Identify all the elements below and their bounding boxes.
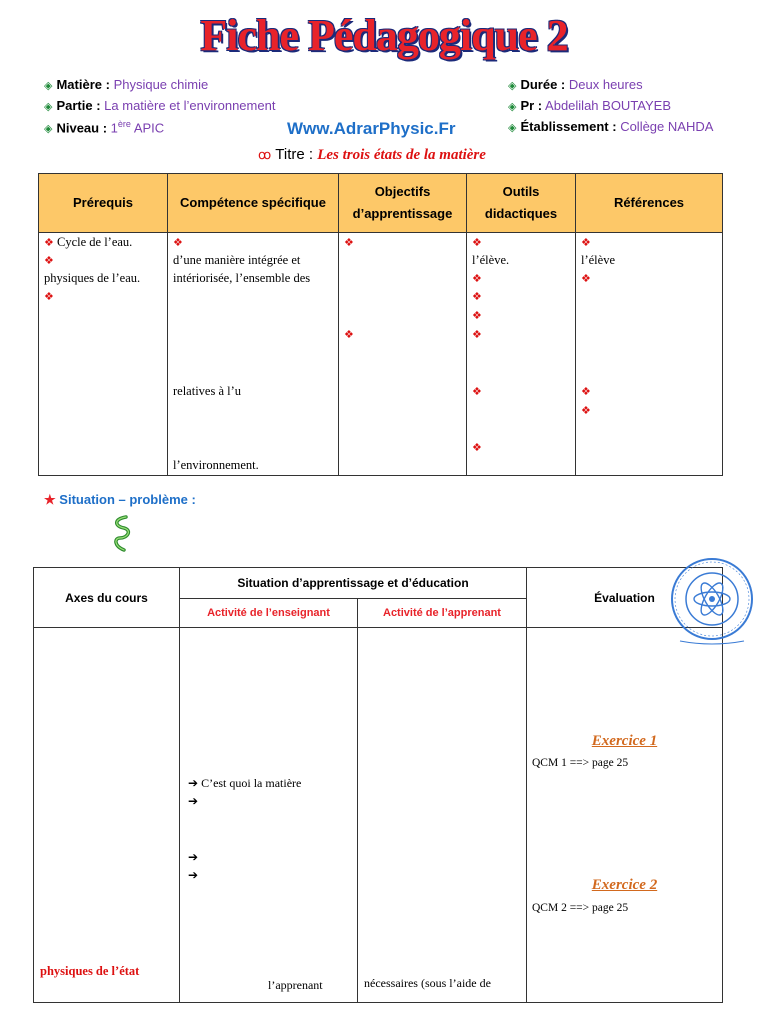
school-seal-stamp: [666, 555, 758, 647]
clover-bullet-icon: ❖: [472, 310, 482, 322]
meta-etablissement: [508, 119, 713, 134]
clover-bullet-icon: ❖: [581, 237, 591, 249]
header-line: didactiques: [484, 206, 558, 221]
clover-bullet-icon: ❖: [472, 442, 482, 454]
cell-text: l’apprenant: [268, 978, 323, 992]
axes-text: physiques de l’état: [40, 964, 140, 978]
col-header-enseignant: Activité de l’enseignant: [180, 599, 358, 628]
lesson-title: [258, 146, 486, 164]
exercice-1-title: Exercice 1: [591, 733, 658, 749]
meta-duree: [508, 77, 643, 92]
diamond-bullet-icon: ◈: [44, 123, 53, 136]
diamond-bullet-icon: ◈: [508, 80, 517, 92]
cell-text: l’environnement.: [173, 458, 259, 472]
meta-label: Matière :: [56, 77, 110, 92]
cell-text: physiques de l’eau.: [44, 271, 141, 285]
meta-value: Physique chimie: [113, 77, 209, 92]
meta-value-sup: ère: [117, 119, 131, 129]
header-line: d’apprentissage: [352, 206, 453, 221]
clover-bullet-icon: ❖: [44, 291, 54, 303]
clover-bullet-icon: ❖: [472, 273, 482, 285]
clover-bullet-icon: ❖: [581, 405, 591, 417]
page-title: Fiche Pédagogique 2: [200, 11, 568, 60]
cell-text: intériorisée, l’ensemble des: [173, 271, 311, 285]
col-header-apprenant: Activité de l’apprenant: [358, 599, 527, 628]
clover-bullet-icon: ❖: [344, 329, 354, 341]
meta-matiere: [44, 77, 208, 92]
diamond-bullet-icon: ◈: [44, 80, 53, 92]
col-header-evaluation: Évaluation: [527, 568, 723, 628]
meta-value: Collège NAHDA: [620, 119, 714, 134]
arrow-right-icon: ➔: [188, 850, 199, 864]
cell-enseignant: [180, 628, 358, 1003]
spring-swirl-icon: [112, 514, 132, 554]
titre-value: Les trois états de la matière: [317, 147, 486, 163]
cell-prerequis: [39, 233, 168, 476]
star-icon: ★: [44, 492, 56, 507]
qcm-1: QCM 1 ==> page 25: [532, 757, 629, 769]
header-line: Objectifs: [374, 184, 431, 199]
objectives-table: [38, 173, 723, 476]
meta-label: Établissement :: [520, 119, 617, 134]
meta-label: Partie :: [56, 98, 101, 113]
meta-value: Abdelilah BOUTAYEB: [545, 98, 672, 113]
meta-label: Pr :: [520, 98, 543, 113]
meta-value: APIC: [130, 120, 165, 136]
clover-bullet-icon: ❖: [581, 386, 591, 398]
cell-text: d’une manière intégrée et: [173, 253, 301, 267]
clover-bullet-icon: ❖: [472, 386, 482, 398]
clover-bullet-icon: ❖: [173, 237, 183, 249]
cell-objectifs: [339, 233, 467, 476]
diamond-bullet-icon: ◈: [508, 101, 517, 113]
header-line: Outils: [502, 184, 540, 199]
cell-text: l’élève.: [472, 253, 510, 267]
clover-bullet-icon: ❖: [581, 273, 591, 285]
situation-heading: [44, 492, 196, 508]
clover-bullet-icon: ❖: [472, 291, 482, 303]
qcm-2: QCM 2 ==> page 25: [532, 902, 629, 914]
cell-outils: [467, 233, 576, 476]
diamond-bullet-icon: ◈: [44, 101, 53, 113]
col-header-competence: Compétence spécifique: [168, 174, 339, 233]
col-header-objectifs: [339, 174, 467, 233]
clover-bullet-icon: ❖: [472, 329, 482, 341]
meta-value: La matière et l’environnement: [104, 98, 276, 113]
cell-evaluation: [527, 628, 723, 1003]
meta-pr: [508, 98, 671, 113]
clover-bullet-icon: ❖: [344, 237, 354, 249]
cell-text: nécessaires (sous l’aide de: [364, 976, 491, 990]
col-header-prerequis: Prérequis: [39, 174, 168, 233]
meta-niveau: [44, 119, 164, 135]
clover-bullet-icon: ❖: [44, 255, 54, 267]
cell-text: C’est quoi la matière: [201, 776, 302, 790]
cell-text: l’élève: [581, 253, 616, 267]
website-link[interactable]: Www.AdrarPhysic.Fr: [287, 119, 456, 138]
col-header-axes: Axes du cours: [34, 568, 180, 628]
exercice-2-title: Exercice 2: [591, 877, 658, 893]
arrow-right-icon: ➔: [188, 868, 199, 882]
lesson-plan-table: [33, 567, 723, 1003]
cell-text: Cycle de l’eau.: [57, 235, 133, 249]
cell-competence: [168, 233, 339, 476]
titre-label: Titre :: [275, 146, 314, 163]
meta-label: Niveau :: [56, 120, 108, 136]
meta-partie: [44, 98, 275, 113]
cell-axes: [34, 628, 180, 1003]
arrow-right-icon: ➔: [188, 794, 199, 808]
infinity-icon: ꝏ: [258, 147, 272, 162]
cell-apprenant: [358, 628, 527, 1003]
clover-bullet-icon: ❖: [44, 237, 54, 249]
col-header-situation: Situation d’apprentissage et d’éducation: [180, 568, 527, 599]
col-header-outils: [467, 174, 576, 233]
situation-label: Situation – problème :: [59, 492, 196, 507]
diamond-bullet-icon: ◈: [508, 122, 517, 134]
arrow-right-icon: ➔: [188, 776, 199, 790]
cell-text: relatives à l’u: [173, 384, 242, 398]
meta-label: Durée :: [520, 77, 566, 92]
cell-references: [576, 233, 723, 476]
meta-value: 1: [110, 120, 118, 136]
meta-value: Deux heures: [568, 77, 643, 92]
clover-bullet-icon: ❖: [472, 237, 482, 249]
col-header-references: Références: [576, 174, 723, 233]
